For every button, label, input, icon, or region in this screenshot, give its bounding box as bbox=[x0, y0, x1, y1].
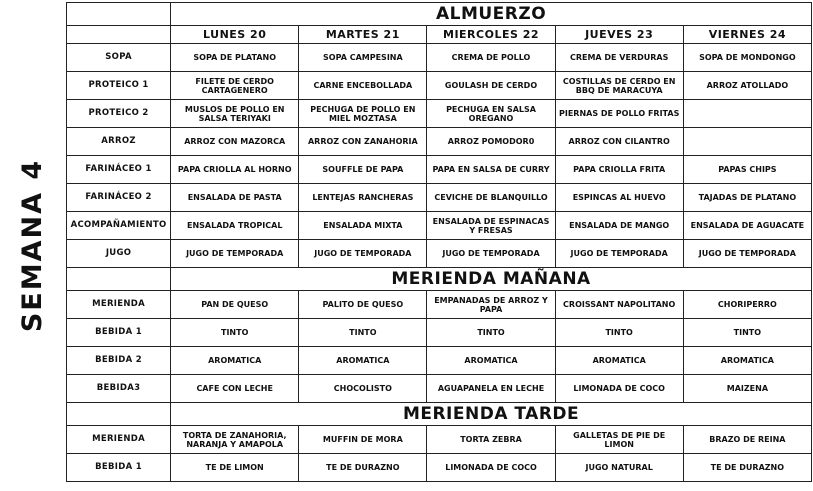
menu-row bbox=[67, 212, 812, 240]
menu-cell: JUGO DE TEMPORADA bbox=[555, 240, 683, 268]
menu-cell: TINTO bbox=[683, 319, 811, 347]
day-header: MIERCOLES 22 bbox=[427, 26, 555, 44]
menu-cell: MUSLOS DE POLLO EN SALSA TERIYAKI bbox=[171, 100, 299, 128]
menu-cell: BRAZO DE REINA bbox=[683, 426, 811, 454]
menu-table-body bbox=[67, 3, 812, 482]
section-title: MERIENDA MAÑANA bbox=[171, 268, 812, 291]
menu-cell: TE DE LIMON bbox=[171, 454, 299, 482]
menu-cell: TINTO bbox=[555, 319, 683, 347]
menu-cell: SOPA DE PLATANO bbox=[171, 44, 299, 72]
menu-cell: LENTEJAS RANCHERAS bbox=[299, 184, 427, 212]
day-header: JUEVES 23 bbox=[555, 26, 683, 44]
menu-cell: JUGO DE TEMPORADA bbox=[171, 240, 299, 268]
section-header-spacer bbox=[67, 403, 171, 426]
row-label: MERIENDA bbox=[67, 291, 171, 319]
menu-cell: TORTA ZEBRA bbox=[427, 426, 555, 454]
menu-cell: MAIZENA bbox=[683, 375, 811, 403]
menu-cell: AGUAPANELA EN LECHE bbox=[427, 375, 555, 403]
menu-cell: PAN DE QUESO bbox=[171, 291, 299, 319]
menu-cell: AROMATICA bbox=[171, 347, 299, 375]
menu-cell: ENSALADA TROPICAL bbox=[171, 212, 299, 240]
menu-cell: JUGO NATURAL bbox=[555, 454, 683, 482]
menu-cell: TINTO bbox=[171, 319, 299, 347]
menu-cell: CHORIPERRO bbox=[683, 291, 811, 319]
menu-cell: LIMONADA DE COCO bbox=[555, 375, 683, 403]
menu-cell: ENSALADA DE ESPINACAS Y FRESAS bbox=[427, 212, 555, 240]
menu-cell: JUGO DE TEMPORADA bbox=[299, 240, 427, 268]
menu-cell: PAPA CRIOLLA AL HORNO bbox=[171, 156, 299, 184]
menu-cell: MUFFIN DE MORA bbox=[299, 426, 427, 454]
section-title: ALMUERZO bbox=[171, 3, 812, 26]
menu-row bbox=[67, 375, 812, 403]
menu-row bbox=[67, 72, 812, 100]
menu-cell: CAFE CON LECHE bbox=[171, 375, 299, 403]
menu-cell: AROMATICA bbox=[427, 347, 555, 375]
menu-cell: ARROZ CON ZANAHORIA bbox=[299, 128, 427, 156]
menu-cell: ENSALADA DE MANGO bbox=[555, 212, 683, 240]
menu-cell: ARROZ CON CILANTRO bbox=[555, 128, 683, 156]
menu-row bbox=[67, 240, 812, 268]
row-label: SOPA bbox=[67, 44, 171, 72]
row-label: BEBIDA 2 bbox=[67, 347, 171, 375]
day-header: LUNES 20 bbox=[171, 26, 299, 44]
section-header-row bbox=[67, 3, 812, 26]
week-label-container bbox=[0, 0, 66, 491]
menu-cell: JUGO DE TEMPORADA bbox=[683, 240, 811, 268]
menu-cell: JUGO DE TEMPORADA bbox=[427, 240, 555, 268]
weekly-menu-table bbox=[66, 2, 812, 482]
day-header: MARTES 21 bbox=[299, 26, 427, 44]
menu-row bbox=[67, 184, 812, 212]
row-label: FARINÁCEO 1 bbox=[67, 156, 171, 184]
row-label: JUGO bbox=[67, 240, 171, 268]
menu-row bbox=[67, 291, 812, 319]
menu-cell: FILETE DE CERDO CARTAGENERO bbox=[171, 72, 299, 100]
menu-cell: TE DE DURAZNO bbox=[299, 454, 427, 482]
menu-cell: CARNE ENCEBOLLADA bbox=[299, 72, 427, 100]
day-header-row bbox=[67, 26, 812, 44]
menu-cell: ARROZ POMODOR0 bbox=[427, 128, 555, 156]
section-header-row bbox=[67, 403, 812, 426]
menu-cell: CREMA DE VERDURAS bbox=[555, 44, 683, 72]
menu-row bbox=[67, 454, 812, 482]
menu-cell: CROISSANT NAPOLITANO bbox=[555, 291, 683, 319]
day-header-spacer bbox=[67, 26, 171, 44]
menu-cell: TINTO bbox=[427, 319, 555, 347]
menu-cell: CEVICHE DE BLANQUILLO bbox=[427, 184, 555, 212]
menu-cell: COSTILLAS DE CERDO EN BBQ DE MARACUYA bbox=[555, 72, 683, 100]
menu-cell: PIERNAS DE POLLO FRITAS bbox=[555, 100, 683, 128]
row-label: FARINÁCEO 2 bbox=[67, 184, 171, 212]
menu-row bbox=[67, 319, 812, 347]
menu-cell: ARROZ CON MAZORCA bbox=[171, 128, 299, 156]
menu-row bbox=[67, 128, 812, 156]
row-label: BEBIDA 1 bbox=[67, 319, 171, 347]
menu-cell: PECHUGA DE POLLO EN MIEL MOZTASA bbox=[299, 100, 427, 128]
row-label: MERIENDA bbox=[67, 426, 171, 454]
menu-cell: TORTA DE ZANAHORIA, NARANJA Y AMAPOLA bbox=[171, 426, 299, 454]
menu-cell: CREMA DE POLLO bbox=[427, 44, 555, 72]
menu-cell: SOUFFLE DE PAPA bbox=[299, 156, 427, 184]
menu-cell: LIMONADA DE COCO bbox=[427, 454, 555, 482]
menu-cell: EMPANADAS DE ARROZ Y PAPA bbox=[427, 291, 555, 319]
menu-cell: PALITO DE QUESO bbox=[299, 291, 427, 319]
menu-cell: AROMATICA bbox=[555, 347, 683, 375]
row-label: BEBIDA3 bbox=[67, 375, 171, 403]
menu-row bbox=[67, 426, 812, 454]
row-label: PROTEICO 2 bbox=[67, 100, 171, 128]
menu-cell: TINTO bbox=[299, 319, 427, 347]
menu-cell: ESPINCAS AL HUEVO bbox=[555, 184, 683, 212]
week-label: SEMANA 4 bbox=[17, 158, 49, 333]
menu-cell: AROMATICA bbox=[683, 347, 811, 375]
section-title: MERIENDA TARDE bbox=[171, 403, 812, 426]
menu-cell: TAJADAS DE PLATANO bbox=[683, 184, 811, 212]
menu-cell: ENSALADA DE AGUACATE bbox=[683, 212, 811, 240]
menu-cell: PAPA EN SALSA DE CURRY bbox=[427, 156, 555, 184]
menu-cell: ENSALADA MIXTA bbox=[299, 212, 427, 240]
menu-cell: PAPAS CHIPS bbox=[683, 156, 811, 184]
row-label: BEBIDA 1 bbox=[67, 454, 171, 482]
menu-row bbox=[67, 156, 812, 184]
menu-cell: PECHUGA EN SALSA OREGANO bbox=[427, 100, 555, 128]
menu-row bbox=[67, 347, 812, 375]
menu-cell: AROMATICA bbox=[299, 347, 427, 375]
row-label: ACOMPAÑAMIENTO bbox=[67, 212, 171, 240]
section-header-row bbox=[67, 268, 812, 291]
menu-row bbox=[67, 100, 812, 128]
menu-cell: ENSALADA DE PASTA bbox=[171, 184, 299, 212]
row-label: PROTEICO 1 bbox=[67, 72, 171, 100]
menu-cell: PAPA CRIOLLA FRITA bbox=[555, 156, 683, 184]
menu-cell: SOPA DE MONDONGO bbox=[683, 44, 811, 72]
menu-cell bbox=[683, 128, 811, 156]
day-header: VIERNES 24 bbox=[683, 26, 811, 44]
menu-cell: CHOCOLISTO bbox=[299, 375, 427, 403]
section-header-spacer bbox=[67, 3, 171, 26]
menu-cell: GOULASH DE CERDO bbox=[427, 72, 555, 100]
row-label: ARROZ bbox=[67, 128, 171, 156]
menu-cell: GALLETAS DE PIE DE LIMON bbox=[555, 426, 683, 454]
menu-cell: SOPA CAMPESINA bbox=[299, 44, 427, 72]
menu-row bbox=[67, 44, 812, 72]
menu-cell: TE DE DURAZNO bbox=[683, 454, 811, 482]
menu-cell bbox=[683, 100, 811, 128]
section-header-spacer bbox=[67, 268, 171, 291]
menu-cell: ARROZ ATOLLADO bbox=[683, 72, 811, 100]
